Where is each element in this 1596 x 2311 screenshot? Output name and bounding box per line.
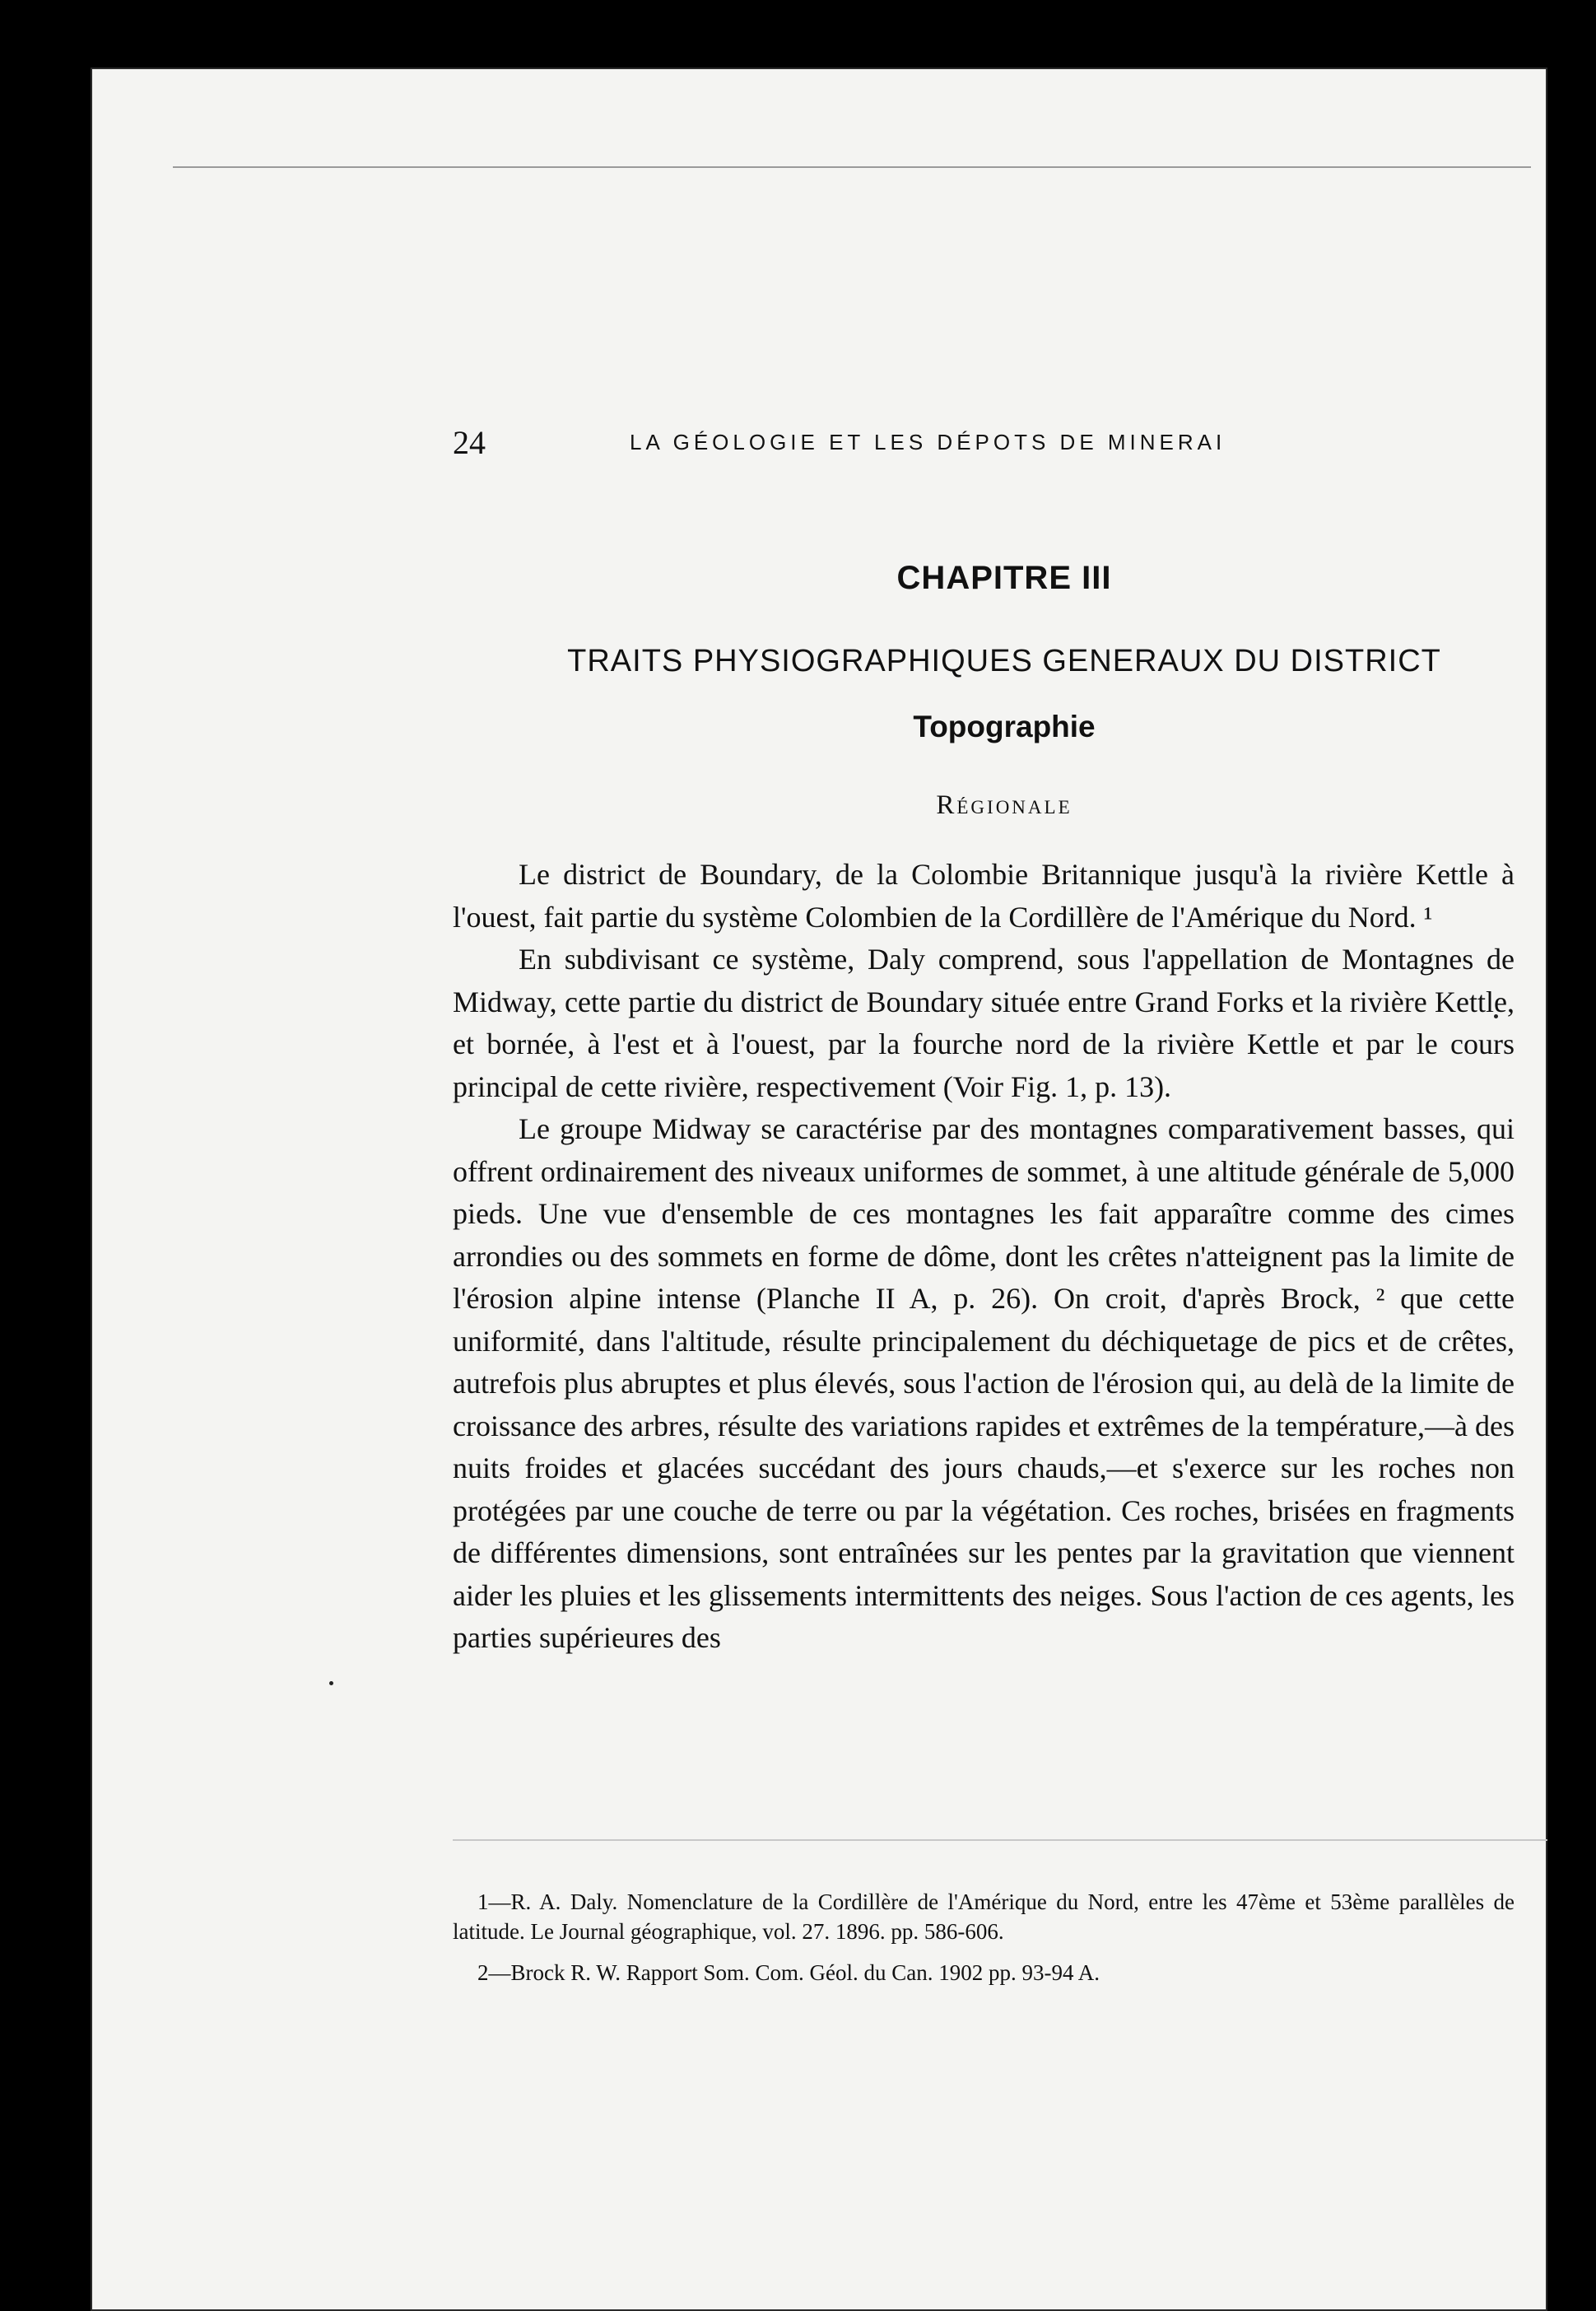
paragraph: Le district de Boundary, de la Colombie Britannique jusqu'à la rivière Kettle à l'ouest, fait partie du système Colombien de la Cordillère de l'Amérique du Nord. ¹: [453, 858, 1515, 934]
subheading: Régionale: [936, 790, 1073, 820]
paragraph: En subdivisant ce système, Daly comprend, sous l'appellation de Montagnes de Midway, cette partie du district de Boundary située entre Grand Forks et la rivière Kettle, et bornée, à l'est et à l'ouest, par la fourche nord de la rivière Kettle et par le cours principal de cette rivière, respectivement (Voir Fig. 1, p. 13).: [453, 943, 1515, 1103]
running-head: [453, 423, 1556, 473]
chapter-title: CHAPITRE III: [896, 560, 1112, 596]
footnote: 1—R. A. Daly. Nomenclature de la Cordillère de l'Amérique du Nord, entre les 47ème et 53ème parallèles de latitude. Le Journal géographique, vol. 27. 1896. pp. 586-606.: [453, 1889, 1515, 1944]
page-edge-rule: [173, 166, 1531, 168]
page-number: 24: [453, 424, 486, 461]
section-title: TRAITS PHYSIOGRAPHIQUES GENERAUX DU DISTRICT: [567, 644, 1441, 678]
running-title: LA GÉOLOGIE ET LES DÉPOTS DE MINERAI: [630, 430, 1226, 454]
scan-speck: [329, 1681, 333, 1685]
document-page: [91, 68, 1547, 2311]
body-text: [453, 854, 1515, 1660]
subsection-title: Topographie: [913, 710, 1096, 743]
footnote-divider: [453, 1839, 1547, 1841]
footnote: 2—Brock R. W. Rapport Som. Com. Géol. du Can. 1902 pp. 93-94 A.: [477, 1960, 1100, 1985]
paragraph: Le groupe Midway se caractérise par des montagnes comparativement basses, qui offrent ordinairement des niveaux uniformes de sommet, à une altitude générale de 5,000 pieds. Une vue d'ensemble de ces montagnes les fait apparaître comme des cimes arrondies ou des sommets en forme de dôme, dont les crêtes n'atteignent pas la limite de l'érosion alpine intense (Planche II A, p. 26). On croit, d'après Brock, ² que cette uniformité, dans l'altitude, résulte principalement du déchiquetage de pics et de crêtes, autrefois plus abruptes et plus élevés, sous l'action de l'érosion qui, au delà de la limite de croissance des arbres, résulte des variations rapides et extrêmes de la température,—à des nuits froides et glacées succédant des jours chauds,—et s'exerce sur les roches non protégées par une couche de terre ou par la végétation. Ces roches, brisées en fragments de différentes dimensions, sont entraînées sur les pentes par la gravitation que viennent aider les pluies et les glissements intermittents des neiges. Sous l'action de ces agents, les parties supérieures des: [453, 1112, 1515, 1654]
footnotes: [453, 1887, 1515, 1999]
